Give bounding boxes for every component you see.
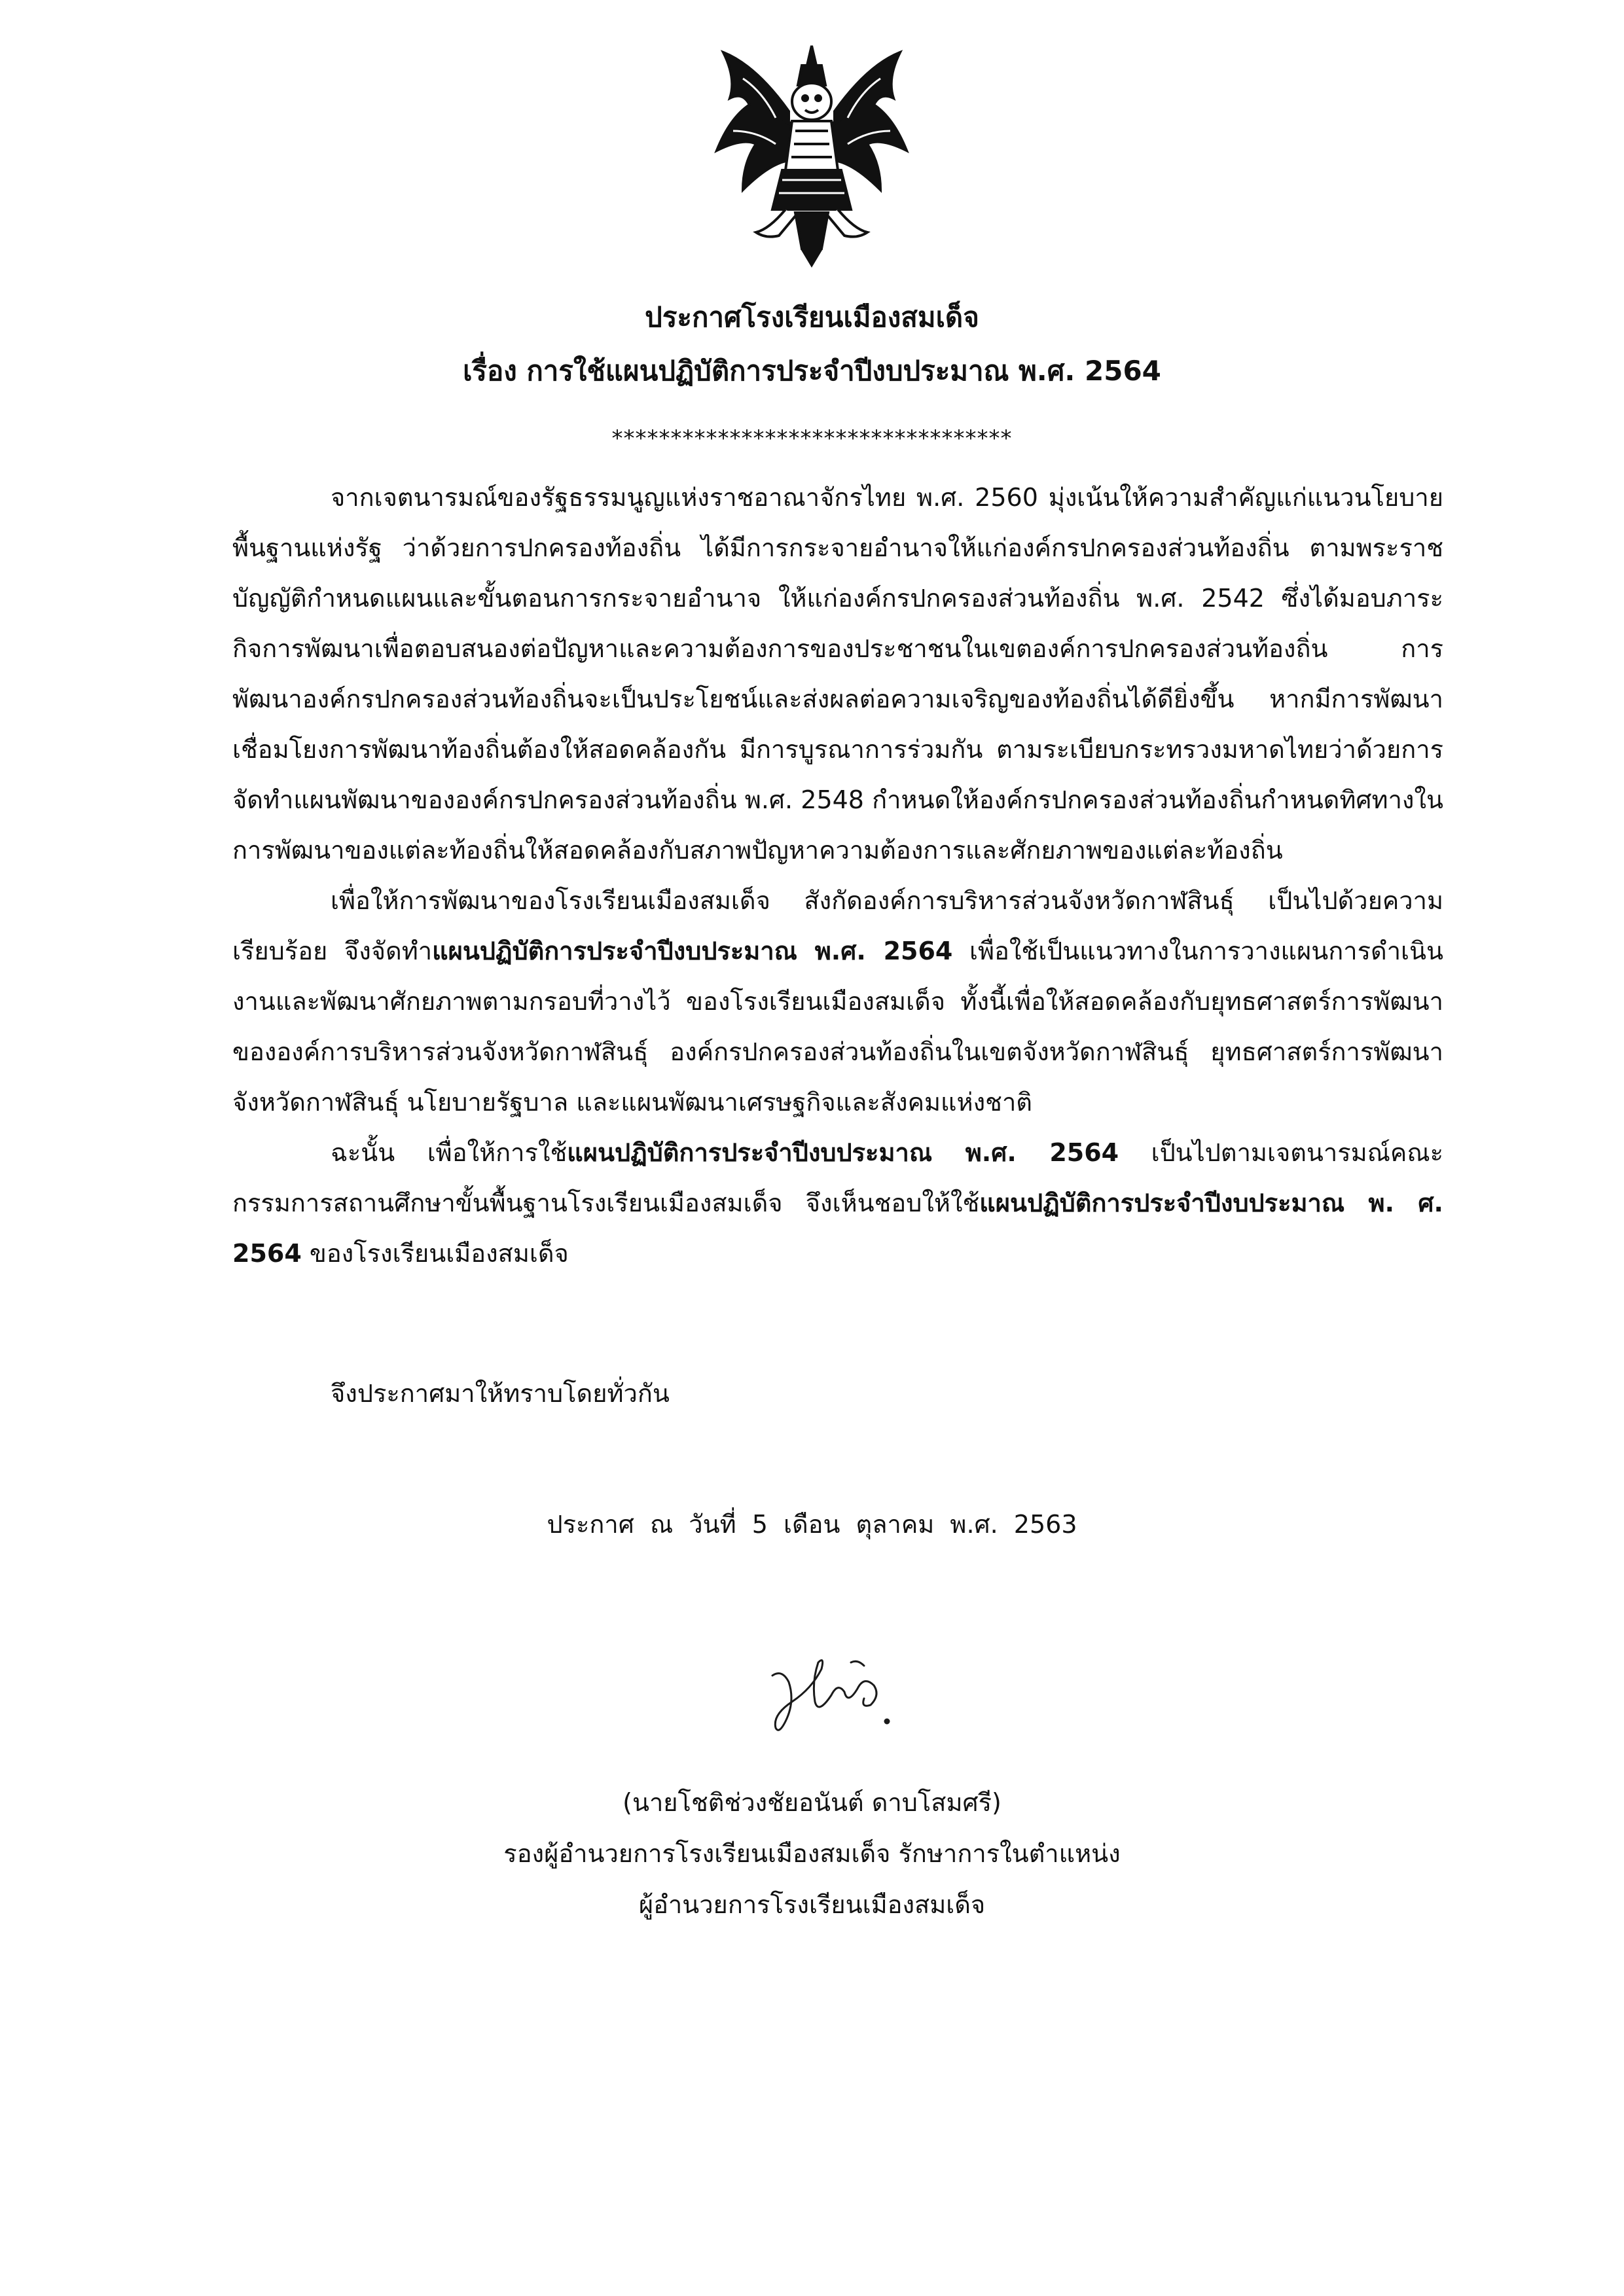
separator-line: ********************************** <box>611 425 1013 452</box>
paragraph-1: จากเจตนารมณ์ของรัฐธรรมนูญแห่งราชอาณาจักรไทย พ.ศ. 2560 มุ่งเน้นให้ความสำคัญแก่แนวนโยบายพื้นฐานแห่งรัฐ ว่าด้วยการปกครองท้องถิ่น ได้มีการกระจายอำนาจให้แก่องค์กรปกครองส่วนท้องถิ่น ตามพระราชบัญญัติกำหนดแผนและขั้นตอนการกระจายอำนาจ ให้แก่องค์กรปกครองส่วนท้องถิ่น พ.ศ. 2542 ซึ่งได้มอบภาระกิจการพัฒนาเพื่อตอบสนองต่อปัญหาและความต้องการของประชาชนในเขตองค์การปกครองส่วนท้องถิ่น การพัฒนาองค์กรปกครองส่วนท้องถิ่นจะเป็นประโยชน์และส่งผลต่อความเจริญของท้องถิ่นได้ดียิ่งขึ้น หากมีการพัฒนาเชื่อมโยงการพัฒนาท้องถิ่นต้องให้สอดคล้องกัน มีการบูรณาการร่วมกัน ตามระเบียบกระทรวงมหาดไทยว่าด้วยการจัดทำแผนพัฒนาขององค์กรปกครองส่วนท้องถิ่น พ.ศ. 2548 กำหนดให้องค์กรปกครองส่วนท้องถิ่นกำหนดทิศทางในการพัฒนาของแต่ละท้องถิ่นให้สอดคล้องกับสภาพปัญหาความต้องการและศักยภาพของแต่ละท้องถิ่น <box>232 483 1443 865</box>
garuda-emblem-icon <box>704 39 920 268</box>
paragraph-2-text-b: เพื่อใช้เป็นแนวทางในการวางแผนการดำเนินงานและพัฒนาศักยภาพตามกรอบที่วางไว้ ของโรงเรียนเมืองสมเด็จ ทั้งนี้เพื่อให้สอดคล้องกับยุทธศาสตร์การพัฒนาขององค์การบริหารส่วนจังหวัดกาฬสินธุ์ องค์กรปกครองส่วนท้องถิ่นในเขตจังหวัดกาฬสินธุ์ ยุทธศาสตร์การพัฒนาจังหวัดกาฬสินธุ์ นโยบายรัฐบาล และแผนพัฒนาเศรษฐกิจและสังคมแห่งชาติ <box>232 937 1443 1117</box>
signer-position-1: รองผู้อำนวยการโรงเรียนเมืองสมเด็จ รักษาการในตำแหน่ง <box>503 1839 1121 1868</box>
signer-name: (นายโชติช่วงชัยอนันต์ ดาบโสมศรี) <box>623 1788 1001 1817</box>
announcement-title: ประกาศโรงเรียนเมืองสมเด็จ <box>645 301 979 333</box>
paragraph-3-text-c: ของโรงเรียนเมืองสมเด็จ <box>301 1239 569 1268</box>
signer-position-2: ผู้อำนวยการโรงเรียนเมืองสมเด็จ <box>638 1890 986 1919</box>
announcement-body <box>232 473 1443 1279</box>
announcement-subject: เรื่อง การใช้แผนปฏิบัติการประจำปีงบประมาณ พ.ศ. 2564 <box>463 355 1161 387</box>
announcement-date: ประกาศ ณ วันที่ 5 เดือน ตุลาคม พ.ศ. 2563 <box>547 1510 1077 1539</box>
paragraph-3 <box>232 1128 1443 1279</box>
paragraph-2 <box>232 876 1443 1128</box>
paragraph-3-bold-2: แผนปฏิบัติการประจำปีงบประมาณ พ. ศ. 2564 <box>232 1189 1443 1268</box>
paragraph-2-text-a: เพื่อให้การพัฒนาของโรงเรียนเมืองสมเด็จ สังกัดองค์การบริหารส่วนจังหวัดกาฬสินธุ์ เป็นไปด้วยความเรียบร้อย จึงจัดทำ <box>232 886 1443 965</box>
signer-block <box>0 1777 1624 1930</box>
paragraph-3-bold-1: แผนปฏิบัติการประจำปีงบประมาณ พ.ศ. 2564 <box>567 1138 1119 1167</box>
closing-statement: จึงประกาศมาให้ทราบโดยทั่วกัน <box>331 1379 670 1408</box>
paragraph-3-text-a: ฉะนั้น เพื่อให้การใช้ <box>331 1138 568 1167</box>
paragraph-2-bold: แผนปฏิบัติการประจำปีงบประมาณ พ.ศ. 2564 <box>432 937 953 965</box>
paragraph-3-text-b: เป็นไปตามเจตนารมณ์คณะกรรมการสถานศึกษาขั้นพื้นฐานโรงเรียนเมืองสมเด็จ จึงเห็นชอบให้ใช้ <box>232 1138 1444 1217</box>
handwritten-signature <box>759 1643 910 1741</box>
